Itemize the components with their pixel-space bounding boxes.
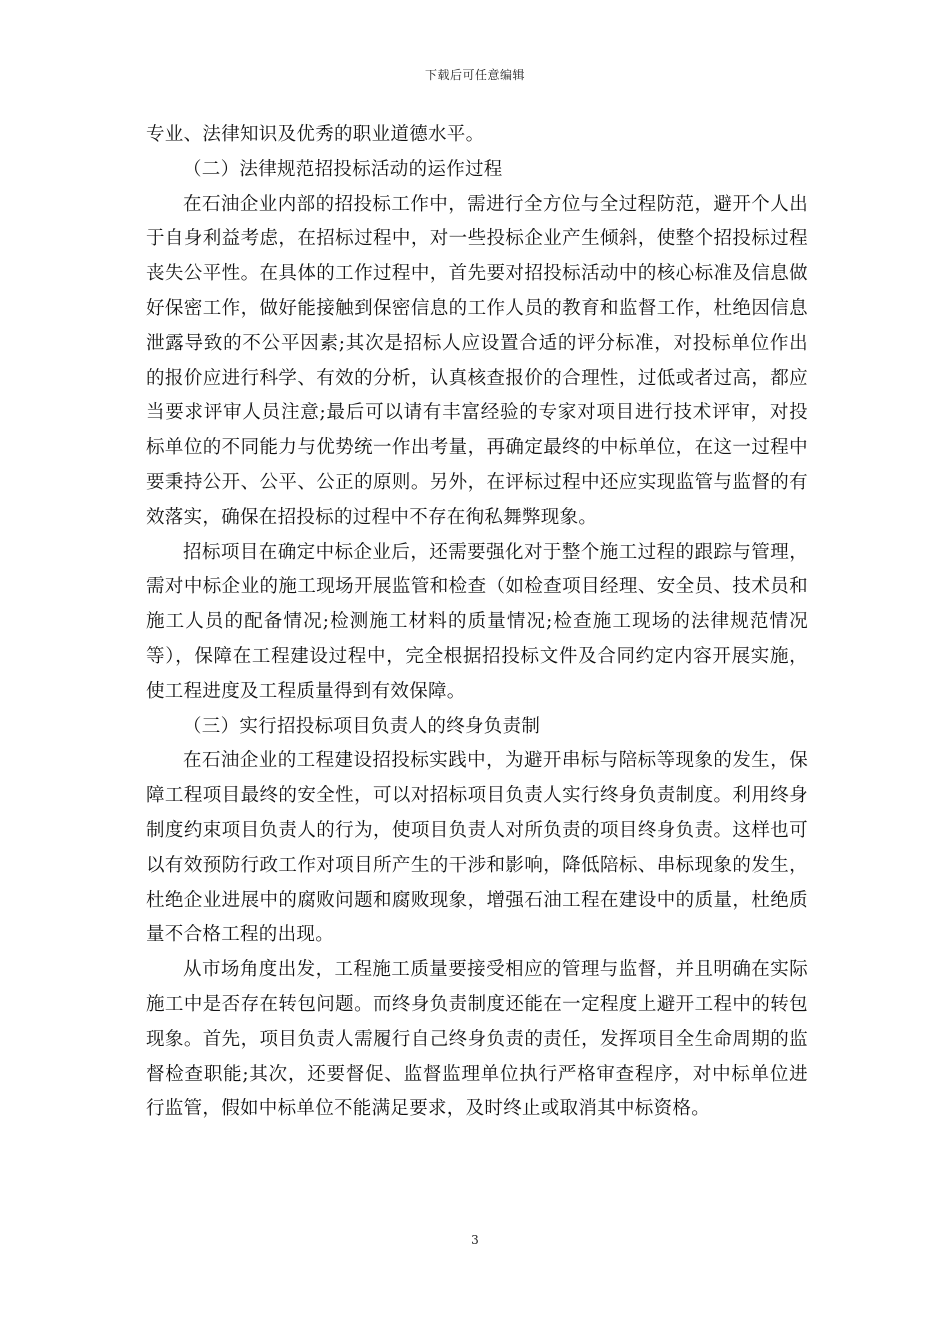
section-heading-2: （二）法律规范招投标活动的运作过程 [183, 158, 503, 180]
section-heading-3: （三）实行招投标项目负责人的终身负责制 [183, 715, 541, 737]
paragraph: 在石油企业内部的招投标工作中，需进行全方位与全过程防范，避开个人出于自身利益考虑，在招标过程中，对一些投标企业产生倾斜，使整个招投标过程丧失公平性。在具体的工作过程中，首先要对招投标活动中的核心标准及信息做好保密工作，做好能接触到保密信息的工作人员的教育和监督工作，杜绝因信息泄露导致的不公平因素;其次是招标人应设置合适的评分标准，对投标单位作出的报价应进行科学、有效的分析，认真核查报价的合理性，过低或者过高，都应当要求评审人员注意;最后可以请有丰富经验的专家对项目进行技术评审，对投标单位的不同能力与优势统一作出考量，再确定最终的中标单位，在这一过程中要秉持公开、公平、公正的原则。另外，在评标过程中还应实现监管与监督的有效落实，确保在招投标的过程中不存在徇私舞弊现象。 [146, 193, 808, 528]
paragraph: 从市场角度出发，工程施工质量要接受相应的管理与监督，并且明确在实际施工中是否存在转包问题。而终身负责制度还能在一定程度上避开工程中的转包现象。首先，项目负责人需履行自己终身负责的责任，发挥项目全生命周期的监督检查职能;其次，还要督促、监督监理单位执行严格审查程序，对中标单位进行监管，假如中标单位不能满足要求，及时终止或取消其中标资格。 [146, 959, 808, 1120]
paragraph-continuation: 专业、法律知识及优秀的职业道德水平。 [146, 124, 485, 145]
paragraph: 招标项目在确定中标企业后，还需要强化对于整个施工过程的跟踪与管理，需对中标企业的施工现场开展监管和检查（如检查项目经理、安全员、技术员和施工人员的配备情况;检测施工材料的质量情况;检查施工现场的法律规范情况等），保障在工程建设过程中，完全根据招投标文件及合同约定内容开展实施，使工程进度及工程质量得到有效保障。 [146, 541, 808, 702]
page-number: 3 [471, 1233, 479, 1247]
page-header: 下载后可任意编辑 [424, 68, 525, 82]
paragraph: 在石油企业的工程建设招投标实践中，为避开串标与陪标等现象的发生，保障工程项目最终的安全性，可以对招标项目负责人实行终身负责制度。利用终身制度约束项目负责人的行为，使项目负责人对所负责的项目终身负责。这样也可以有效预防行政工作对项目所产生的干涉和影响，降低陪标、串标现象的发生，杜绝企业进展中的腐败问题和腐败现象，增强石油工程在建设中的质量，杜绝质量不合格工程的出现。 [146, 750, 808, 946]
document-body [146, 118, 808, 1127]
